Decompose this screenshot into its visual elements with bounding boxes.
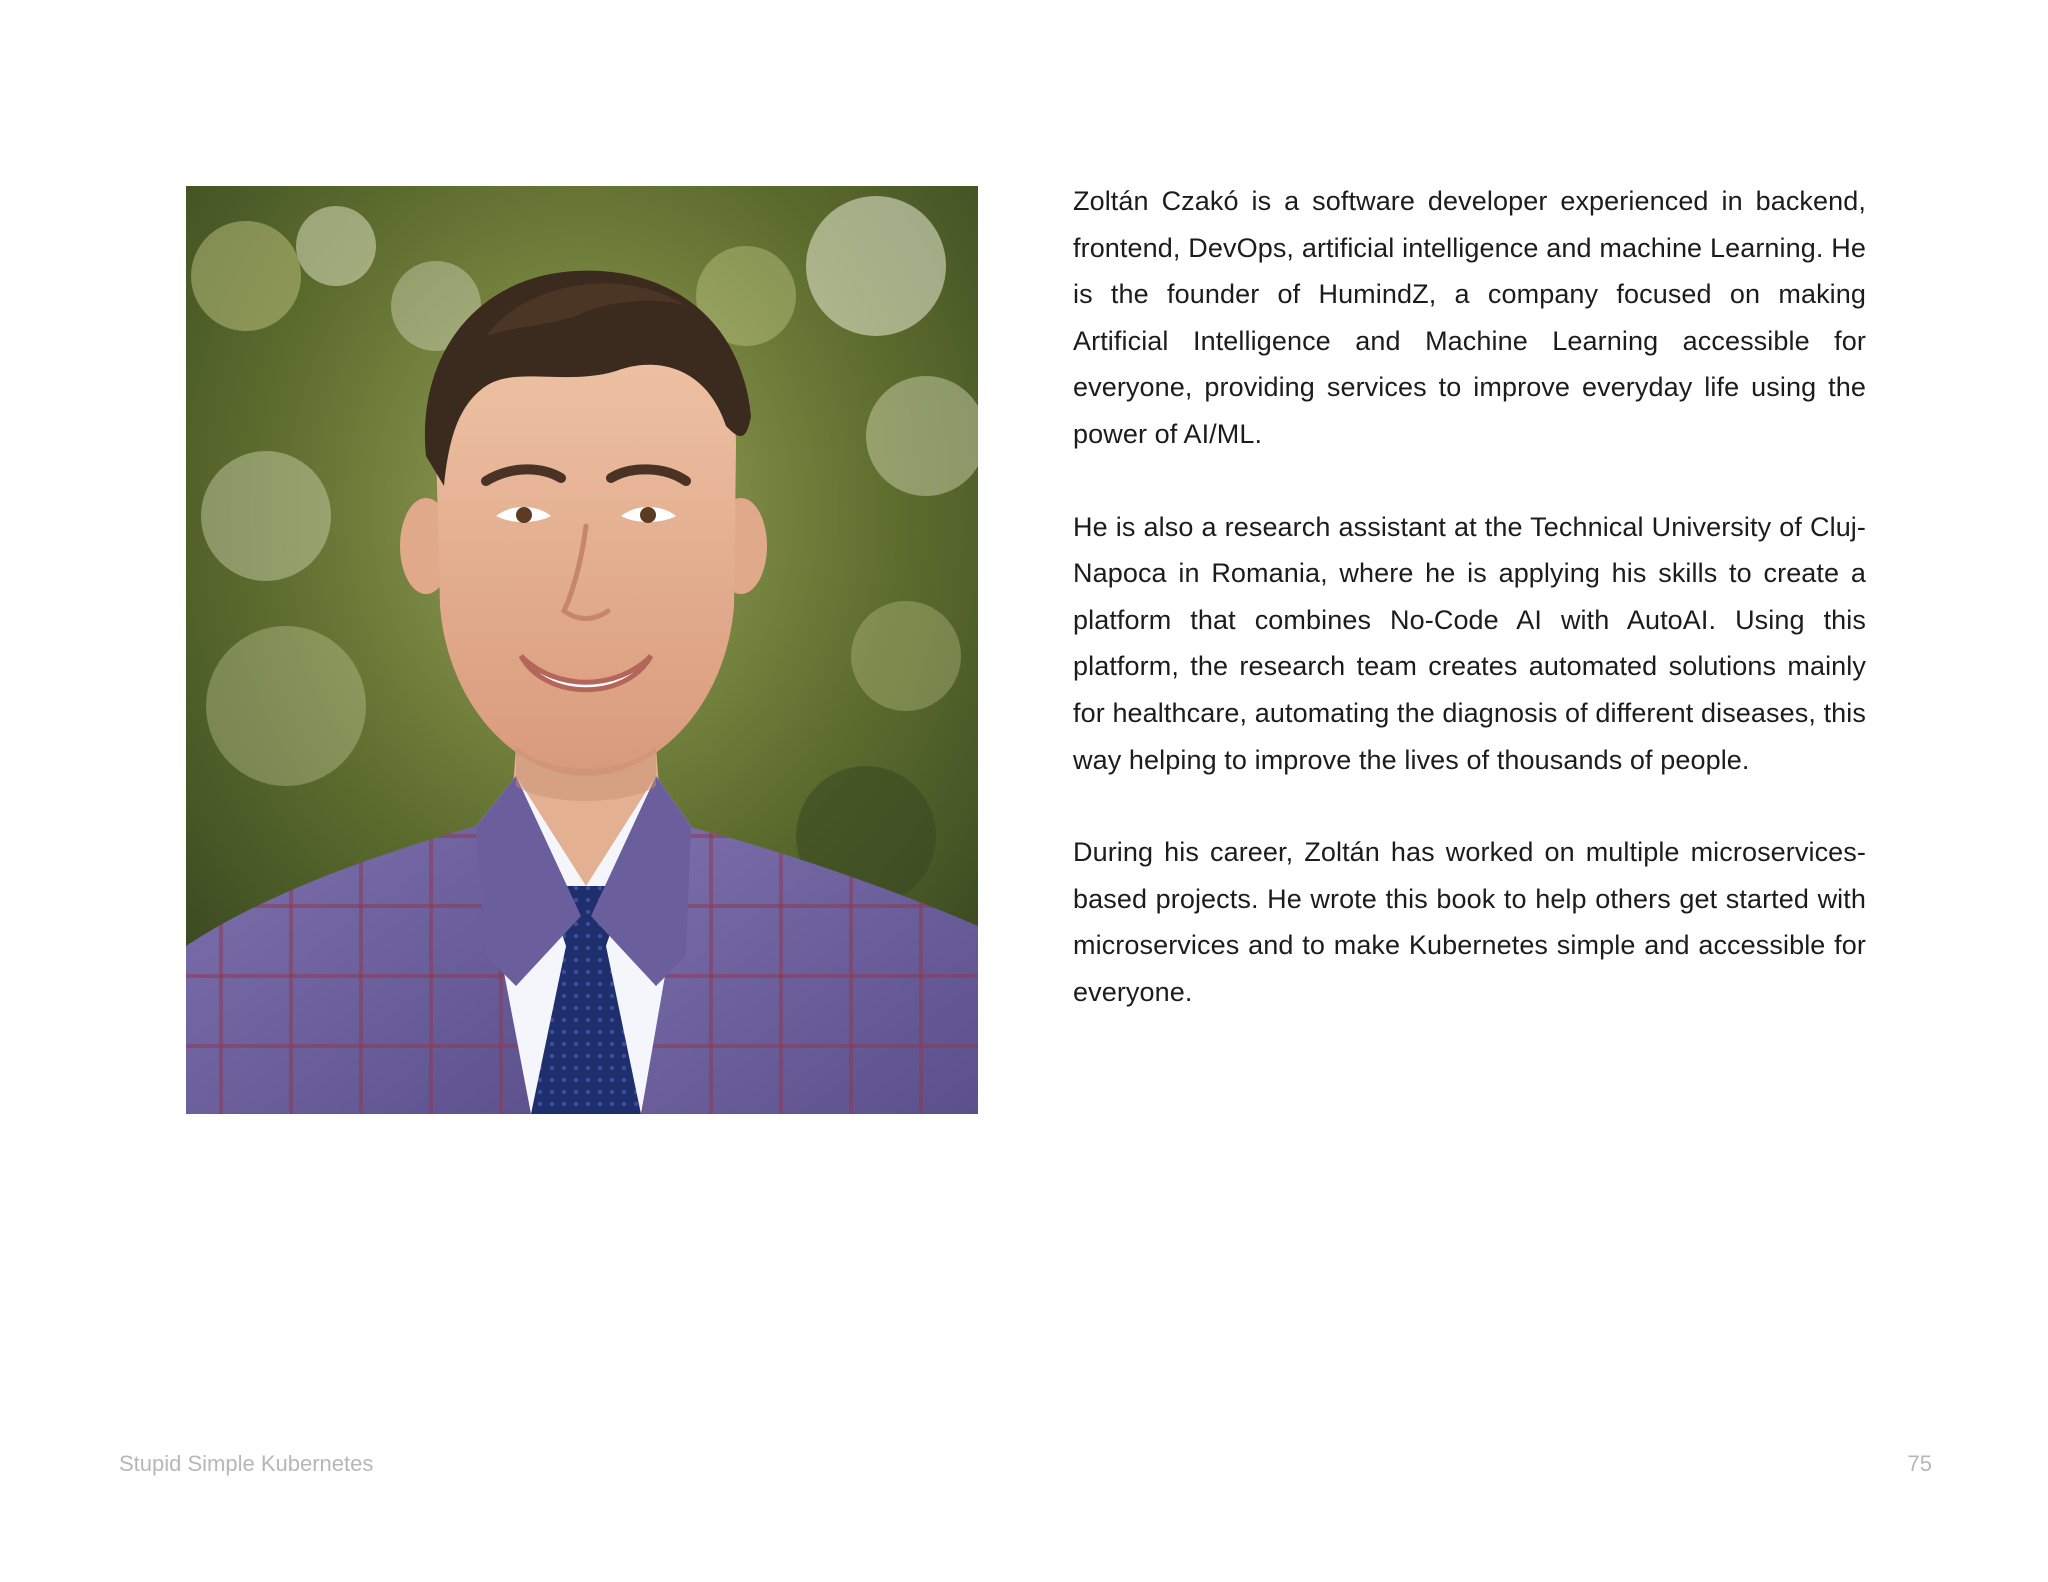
bio-paragraph-3: During his career, Zoltán has worked on multiple microservices-based projects. He wrote this book to help others get started with microservices and to make Kubernetes simple and accessible for everyone.	[1073, 837, 1866, 1007]
bio-paragraph-2: He is also a research assistant at the Technical University of Cluj-Napoca in Romania, where he is applying his skills to create a platform that combines No-Code AI with AutoAI. Using this platform, the research team creates automated solutions mainly for healthcare, automating the diagnosis of different diseases, this way helping to improve the lives of thousands of people.	[1073, 511, 1866, 775]
footer-book-title: Stupid Simple Kubernetes	[119, 1451, 374, 1476]
footer-page-number: 75	[1907, 1451, 1932, 1476]
author-portrait-photo	[186, 186, 978, 1114]
bio-paragraph-1: Zoltán Czakó is a software developer experienced in backend, frontend, DevOps, artificial intelligence and machine Learning. He is the founder of HumindZ, a company focused on making Artificial Intelligence and Machine Learning accessible for everyone, providing services to improve everyday life using the power of AI/ML.	[1073, 186, 1866, 449]
author-portrait-illustration	[186, 186, 978, 1114]
author-bio	[1073, 178, 1866, 1062]
